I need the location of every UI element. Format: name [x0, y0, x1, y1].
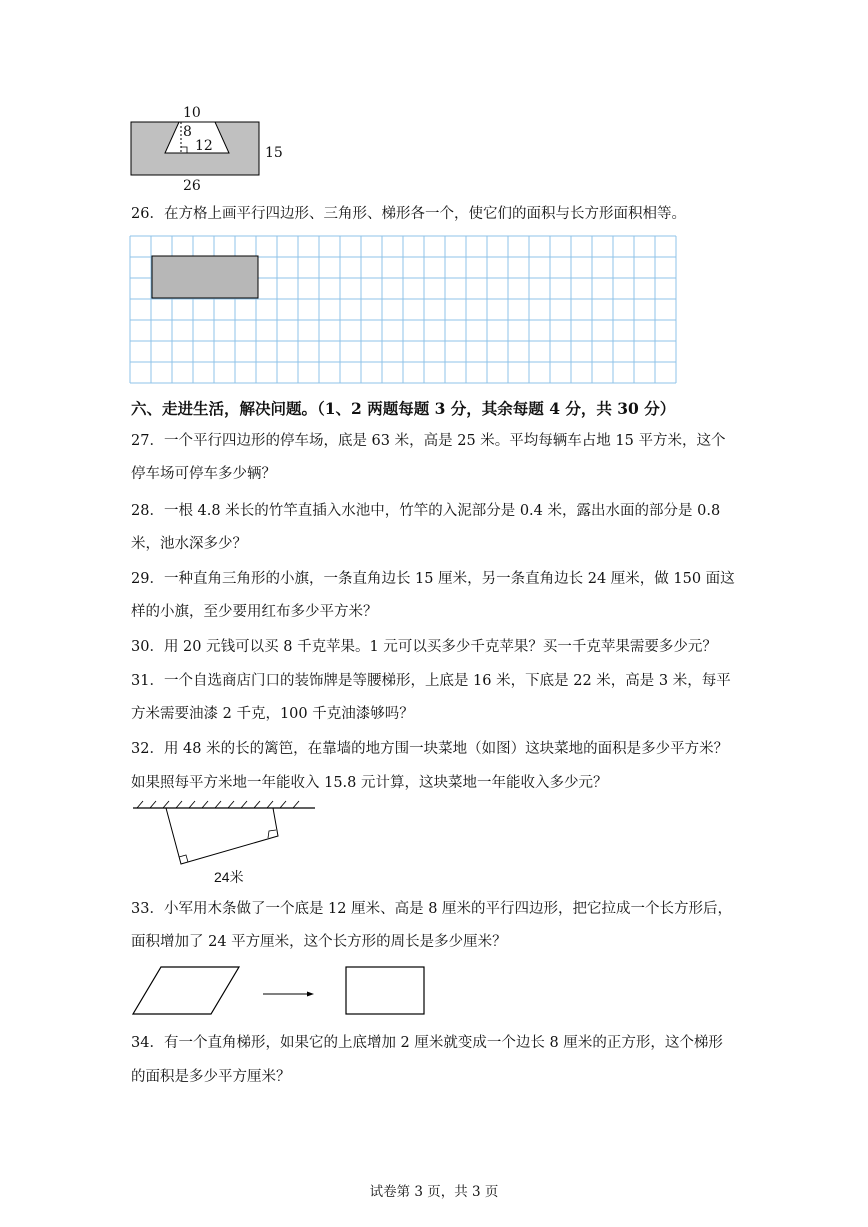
figure-25-left-label: 8 — [183, 124, 192, 140]
question-line: 29．一种直角三角形的小旗，一条直角边长 15 厘米，另一条直角边长 24 厘米，做 150 面这 — [131, 571, 735, 587]
question-line: 33．小军用木条做了一个底是 12 厘米、高是 8 厘米的平行四边形，把它拉成一个长方形后， — [131, 901, 733, 917]
hatch-mark — [163, 801, 169, 808]
question-line: 米，池水深多少？ — [131, 536, 247, 552]
question-line: 27．一个平行四边形的停车场，底是 63 米，高是 25 米。平均每辆车占地 15 平方米，这个 — [131, 433, 726, 449]
hatch-mark — [280, 801, 286, 808]
page-footer: 试卷第 3 页，共 3 页 — [369, 1184, 499, 1200]
figure-25-bottom-label: 26 — [183, 178, 201, 194]
figure-33 — [125, 962, 435, 1020]
hatch-mark — [254, 801, 260, 808]
question-line: 样的小旗，至少要用红布多少平方米？ — [131, 604, 378, 620]
figure-33-parallelogram — [133, 967, 239, 1014]
hatch-mark — [267, 801, 273, 808]
question-line: 的面积是多少平方厘米？ — [131, 1069, 291, 1085]
question-line: 方米需要油漆 2 千克，100 千克油漆够吗？ — [131, 706, 414, 722]
hatch-mark — [215, 801, 221, 808]
hatch-mark — [241, 801, 247, 808]
hatch-mark — [293, 801, 299, 808]
figure-32-garden — [125, 798, 325, 870]
figure-32-label: 24米 — [214, 869, 244, 885]
square-grid[interactable] — [128, 234, 684, 386]
hatch-mark — [150, 801, 156, 808]
question-line: 面积增加了 24 平方厘米，这个长方形的周长是多少厘米？ — [131, 934, 507, 950]
question-line: 34．有一个直角梯形，如果它的上底增加 2 厘米就变成一个边长 8 厘米的正方形，这个梯形 — [131, 1035, 723, 1051]
question-line: 30．用 20 元钱可以买 8 千克苹果。1 元可以买多少千克苹果？买一千克苹果需要多少元？ — [131, 639, 717, 655]
figure-25-top-label: 10 — [183, 105, 201, 121]
question-line: 32．用 48 米的长的篱笆，在靠墙的地方围一块菜地（如图）这块菜地的面积是多少平方米？ — [131, 741, 729, 757]
figure-32-wall-hatch — [137, 801, 299, 808]
grid-rectangle — [152, 256, 258, 298]
question-line: 如果照每平方米地一年能收入 15.8 元计算，这块菜地一年能收入多少元？ — [131, 775, 608, 791]
hatch-mark — [176, 801, 182, 808]
arrow-icon — [307, 992, 314, 997]
figure-33-rectangle — [346, 967, 424, 1014]
question-line: 28．一根 4.8 米长的竹竿直插入水池中，竹竿的入泥部分是 0.4 米，露出水面的部分是 0.8 — [131, 503, 721, 519]
hatch-mark — [202, 801, 208, 808]
hatch-mark — [228, 801, 234, 808]
figure-25-inner-label: 12 — [195, 138, 213, 154]
hatch-mark — [189, 801, 195, 808]
question-line: 31．一个自选商店门口的装饰牌是等腰梯形，上底是 16 米，下底是 22 米，高是 3 米，每平 — [131, 673, 731, 689]
hatch-mark — [137, 801, 143, 808]
question-line: 停车场可停车多少辆？ — [131, 466, 276, 482]
figure-25-right-label: 15 — [265, 145, 283, 161]
question-26: 26．在方格上画平行四边形、三角形、梯形各一个，使它们的面积与长方形面积相等。 — [131, 206, 686, 222]
section-6-title: 六、走进生活，解决问题。（1、2 两题每题 3 分，其余每题 4 分，共 30 分） — [131, 399, 676, 418]
